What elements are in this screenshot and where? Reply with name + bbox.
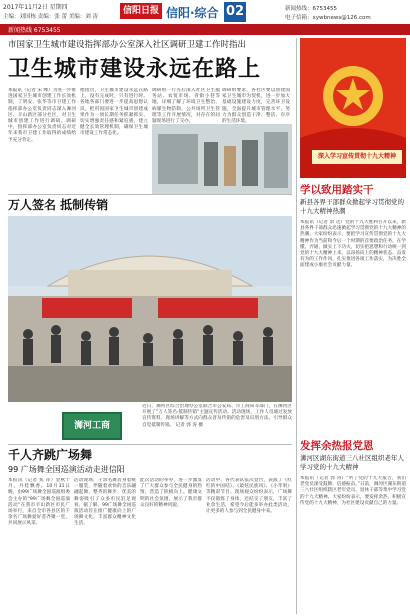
right-story2-body: 本报讯（记者 郭 涛）“听了党的十九大报告，我们老党员深受鼓舞，倍感振奋。”日前，浉河区湖东街道三八社区组织辖区老年党员、退休干部等集中学习党的十九大精神。大家纷纷表示，要发挥余热，积极宣传党的十九大精神，为社区建设贡献自己的力量。 (300, 476, 406, 506)
news-hotline: 新闻热线：6753455 (285, 6, 337, 12)
lead-photo (152, 124, 292, 194)
right-story1-headline: 学以致用踏实干 (300, 184, 374, 196)
divider (8, 194, 292, 195)
signature-event-photo (8, 216, 292, 402)
photo-caption: 近日，浉河区综合治理办公室联合市公安局、市工商局等部门，在浉河区开展了“万人签名·抵制传销”主题宣传活动。活动现场，工作人员通过发放宣传资料、现场讲解等方式向群众普及传销的危害及识别方法，引导群众自觉抵制传销。 记者 郭 涛 摄 (142, 404, 292, 428)
lead-body-col2: 他指出，卫生城市建设永远在路上，没有完成时，只有进行时。各地各部门要进一步提高思想认识，把巩固国家卫生城市创建成果作为一项长期任务抓紧抓实，切实增强责任感和紧迫感，建立健全长效管理机制，确保卫生城市建设工作常态化。 (80, 88, 148, 137)
banner-caption: 深入学习宣传贯彻十九大精神 (312, 150, 402, 164)
section3-body-col4: 活动中，各代表队依次登台，表演了《红红的中国结》、《最炫民族风》、《小苹果》等精彩节目。现场观众纷纷表示，广场舞不仅锻炼了身体，还结交了朋友，丰富了业余生活，希望今后能多举办此类活动，让更多的人参与到全民健身中来。 (206, 478, 292, 515)
divider (8, 444, 292, 445)
section3-subhead: 99 广场舞全国巡演活动走进信阳 (8, 465, 125, 474)
section3-headline: 千人齐跳广场舞 (8, 448, 93, 462)
lead-body-col1: 本报讯（记者 宋 峰）为进一步推进国家卫生城市创建工作长效机制，丁明安、张华等市卫建工作指挥部办公室负责同志深入浉河区、羊山新区部分社区，对卫生城市创建工作进行调研。调研中，指挥部办公室负责同志对近年来我市卫建工作取得的成绩给予充分肯定。 (8, 88, 76, 143)
right-story2-headline: 发挥余热报党恩 (300, 440, 374, 452)
section2-headline: 万人签名 抵制传销 (8, 198, 109, 212)
newspaper-logo: 信阳日报 (120, 3, 162, 19)
right-story1-subhead: 新县各界干部群众掀起学习贯彻党的十九大精神热潮 (300, 198, 404, 215)
lead-subhead: 市国家卫生城市建设指挥部办公室深入社区调研卫建工作时指出 (8, 40, 247, 50)
section3-body-col2: 活动现场，千余名舞者身着统一服装，伴随着欢快的音乐翩翩起舞，整齐的舞步、优美的舞姿吸引了众多市民驻足观看。据了解，99广场舞全国巡演活动旨在推广健康向上的广场舞文化，丰富群众精神文化生活。 (74, 478, 136, 527)
header-red-bar-text: 新闻热线 6753455 (8, 27, 61, 34)
lead-headline: 卫生城市建设永远在路上 (8, 56, 262, 82)
header-red-bar (0, 24, 410, 35)
page-number: 02 (224, 2, 246, 22)
column-divider (296, 38, 297, 614)
section3-body-col1: 本报讯（记者 焦 萍）金秋十月，丹桂飘香。10月31日晚，由99广场舞全国巡演组委会主办的“99广场舞全国巡演活动”在我市羊山新区市民广场举行，来自全市各县区的千余名广场舞爱好者齐聚一堂，共同展示风采。 (8, 478, 70, 527)
issue-date: 2017年11月2日 星期四 (3, 4, 68, 11)
editor-credits: 主编：刘国栋 责编：张 蕾 美编：刘 涛 (3, 14, 98, 20)
photo-scene (8, 216, 292, 402)
section3-body-col3: 此次活动的举办，进一步激发了广大群众参与全民健身的热情，营造了积极向上、健康文明的社会氛围，展示了我市群众良好的精神风貌。 (140, 478, 202, 508)
section-title: 信阳·综合 (166, 6, 219, 20)
lead-body-col4: 调研组要求，各社区要以创建国家卫生城市为契机，进一步加大基础设施建设力度，完善环卫设施，全面提升城市管理水平，努力为群众创造干净、整洁、有序的生活环境。 (222, 88, 290, 125)
industry-commerce-stamp: 浉河工商 (62, 412, 122, 440)
news-email: 电子信箱：xywbnews@126.com (285, 15, 371, 21)
right-story2-subhead: 浉河区湖东街道三八社区组织老年人学习党的十九大精神 (300, 454, 404, 471)
lead-body-col3: 调研组一行先后深入社区卫生服务站、农贸市场、背街小巷等地，详细了解了环境卫生整治、病媒生物防制、公共场所卫生管理等工作开展情况，对存在的问题现场进行了交办。 (152, 88, 220, 125)
right-story1-body: 本报讯（记者 余 达）党的十九大胜利召开以来，新县各界干部群众迅速掀起学习贯彻党的十九大精神的热潮。大家纷纷表示，要把学习宣传贯彻党的十九大精神作为当前和今后一个时期的首要政治任务，在学懂、弄通、做实上下功夫，切实把思想和行动统一到党的十九大精神上来，以昂扬向上的精神状态、奋发有为的工作作风，扎实推进各项工作落实，为决胜全面建成小康社会贡献力量。 (300, 220, 406, 269)
